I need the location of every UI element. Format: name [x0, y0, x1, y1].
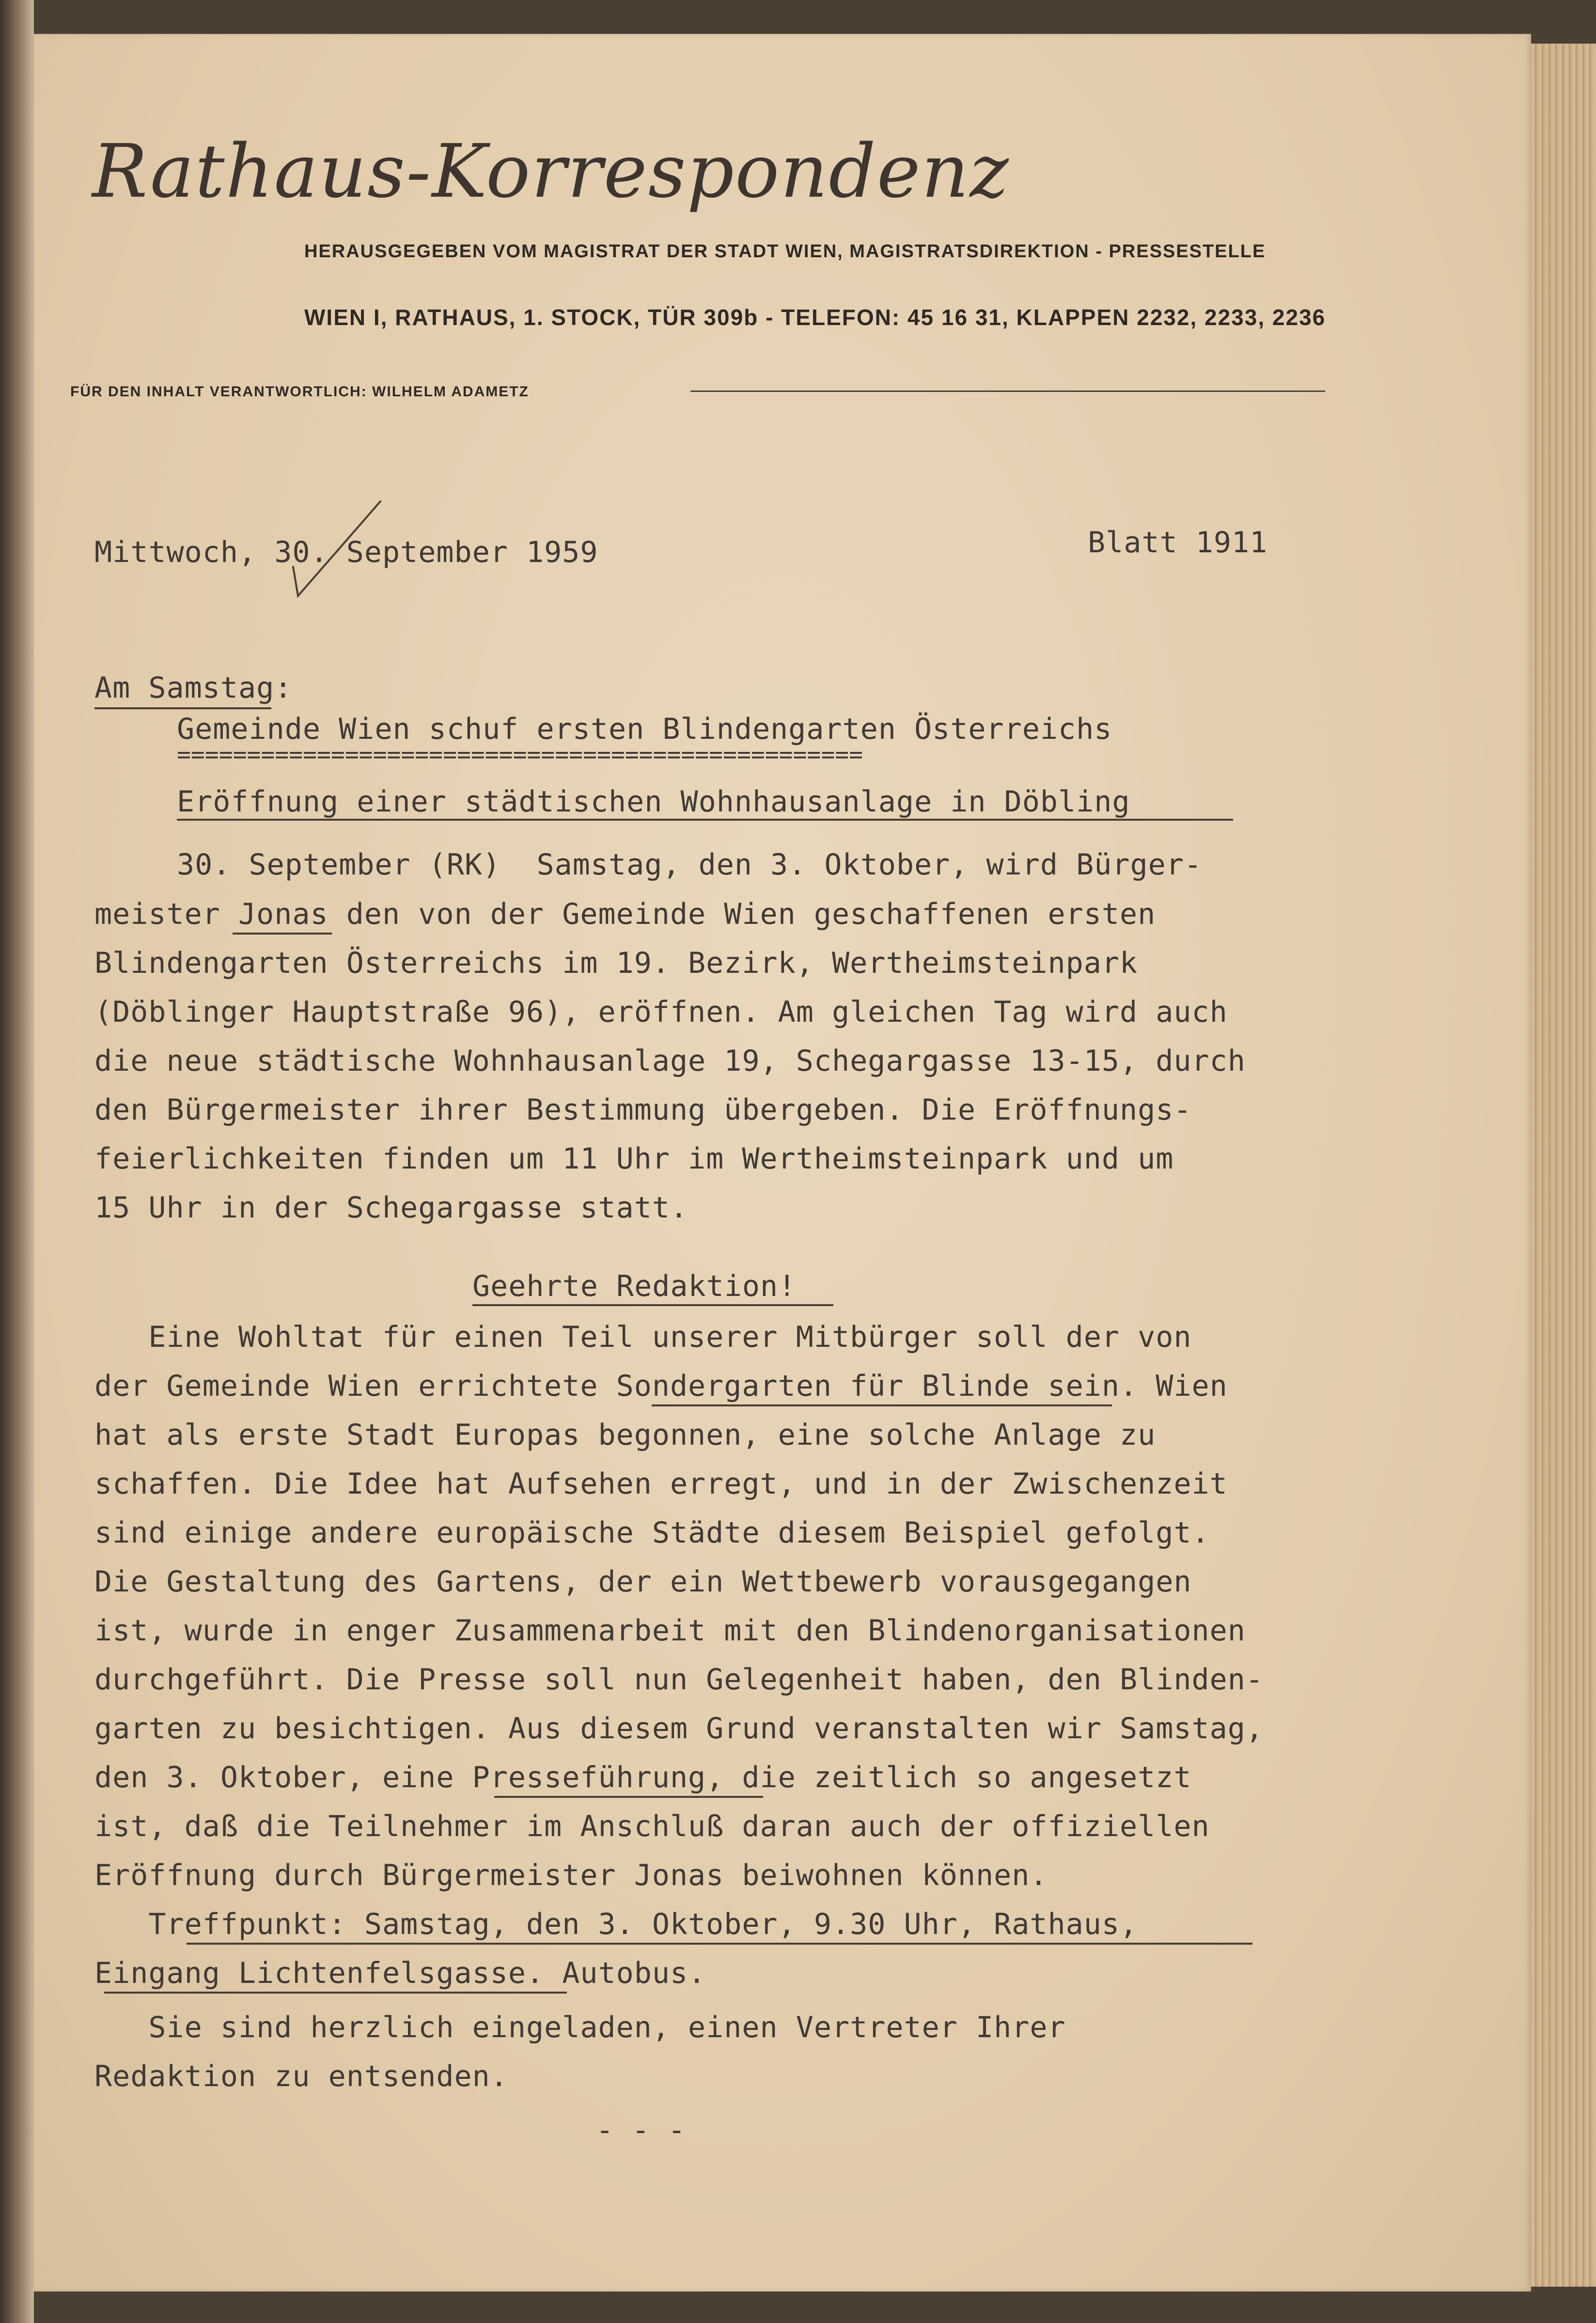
handwritten-check-mark — [283, 494, 390, 606]
headline: Gemeinde Wien schuf ersten Blindengarten Österreichs — [177, 712, 1112, 746]
pressefuehrung-underline — [494, 1796, 763, 1798]
paragraph2-line: ist, wurde in enger Zusammenarbeit mit den Blindenorganisationen — [94, 1614, 1246, 1648]
paragraph2-line: den 3. Oktober, eine Presseführung, die zeitlich so angesetzt — [94, 1761, 1192, 1794]
paragraph2-line: Eröffnung durch Bürgermeister Jonas beiwohnen können. — [94, 1858, 1048, 1892]
sheet-number: Blatt 1911 — [1088, 526, 1268, 560]
masthead-publisher: HERAUSGEGEBEN VOM MAGISTRAT DER STADT WIEN, MAGISTRATSDIREKTION - PRESSESTELLE — [304, 241, 1266, 262]
kicker: Am Samstag: — [94, 671, 293, 705]
paragraph2-line: sind einige andere europäische Städte diesem Beispiel gefolgt. — [94, 1516, 1210, 1550]
paragraph2-line: Die Gestaltung des Gartens, der ein Wettbewerb vorausgegangen — [94, 1565, 1192, 1599]
masthead-rule — [690, 390, 1325, 392]
paragraph1-line: Blindengarten Österreichs im 19. Bezirk, Wertheimsteinpark — [94, 946, 1138, 980]
subheadline-underline — [177, 819, 1233, 821]
paragraph1-line: (Döblinger Hauptstraße 96), eröffnen. Am gleichen Tag wird auch — [94, 995, 1228, 1029]
meeting-line: Treffpunkt: Samstag, den 3. Oktober, 9.30 Uhr, Rathaus, — [94, 1907, 1138, 1941]
headline-separator: ================================================= — [177, 741, 863, 768]
end-mark: - - - — [596, 2113, 686, 2147]
masthead-editor: FÜR DEN INHALT VERANTWORTLICH: WILHELM ADAMETZ — [70, 384, 529, 400]
paragraph2-line: der Gemeinde Wien errichtete Sondergarten für Blinde sein. Wien — [94, 1369, 1228, 1403]
meeting-line: Eingang Lichtenfelsgasse. Autobus. — [94, 1956, 706, 1990]
kicker-underline — [94, 707, 271, 709]
paragraph1-line: 30. September (RK) Samstag, den 3. Oktober, wird Bürger- — [177, 848, 1203, 882]
paragraph1-line: die neue städtische Wohnhausanlage 19, Schegargasse 13-15, durch — [94, 1044, 1246, 1078]
masthead-address: WIEN I, RATHAUS, 1. STOCK, TÜR 309b - TELEFON: 45 16 31, KLAPPEN 2232, 2233, 2236 — [304, 305, 1326, 330]
jonas-underline — [233, 933, 332, 935]
sondergarten-underline — [652, 1404, 1112, 1406]
paragraph2-line: garten zu besichtigen. Aus diesem Grund veranstalten wir Samstag, — [94, 1712, 1264, 1746]
paragraph2-line: hat als erste Stadt Europas begonnen, eine solche Anlage zu — [94, 1418, 1156, 1452]
eingang-underline — [104, 1992, 567, 1994]
closing-line: Redaktion zu entsenden. — [94, 2059, 508, 2093]
paragraph2-line: durchgeführt. Die Presse soll nun Gelegenheit haben, den Blinden- — [94, 1663, 1264, 1697]
book-page-edges — [1531, 44, 1596, 2287]
meeting-underline — [187, 1943, 1252, 1945]
paragraph2-line: Eine Wohltat für einen Teil unserer Mitbürger soll der von — [94, 1320, 1192, 1354]
masthead-title: Rathaus-Korrespondenz — [92, 128, 1010, 214]
closing-line: Sie sind herzlich eingeladen, einen Vertreter Ihrer — [94, 2011, 1066, 2044]
salutation-underline — [472, 1304, 833, 1306]
facing-page-edge — [0, 0, 34, 2323]
paragraph1-line: den Bürgermeister ihrer Bestimmung übergeben. Die Eröffnungs- — [94, 1093, 1192, 1127]
paragraph2-line: schaffen. Die Idee hat Aufsehen erregt, und in der Zwischenzeit — [94, 1467, 1228, 1501]
subheadline: Eröffnung einer städtischen Wohnhausanlage in Döbling — [177, 785, 1130, 819]
paragraph1-line: meister Jonas den von der Gemeinde Wien geschaffenen ersten — [94, 897, 1156, 931]
paragraph1-line: 15 Uhr in der Schegargasse statt. — [94, 1191, 688, 1225]
salutation: Geehrte Redaktion! — [472, 1269, 797, 1303]
date-line: Mittwoch, 30. September 1959 — [94, 535, 598, 569]
paragraph1-line: feierlichkeiten finden um 11 Uhr im Wertheimsteinpark und um — [94, 1142, 1174, 1176]
paragraph2-line: ist, daß die Teilnehmer im Anschluß daran auch der offiziellen — [94, 1809, 1210, 1843]
